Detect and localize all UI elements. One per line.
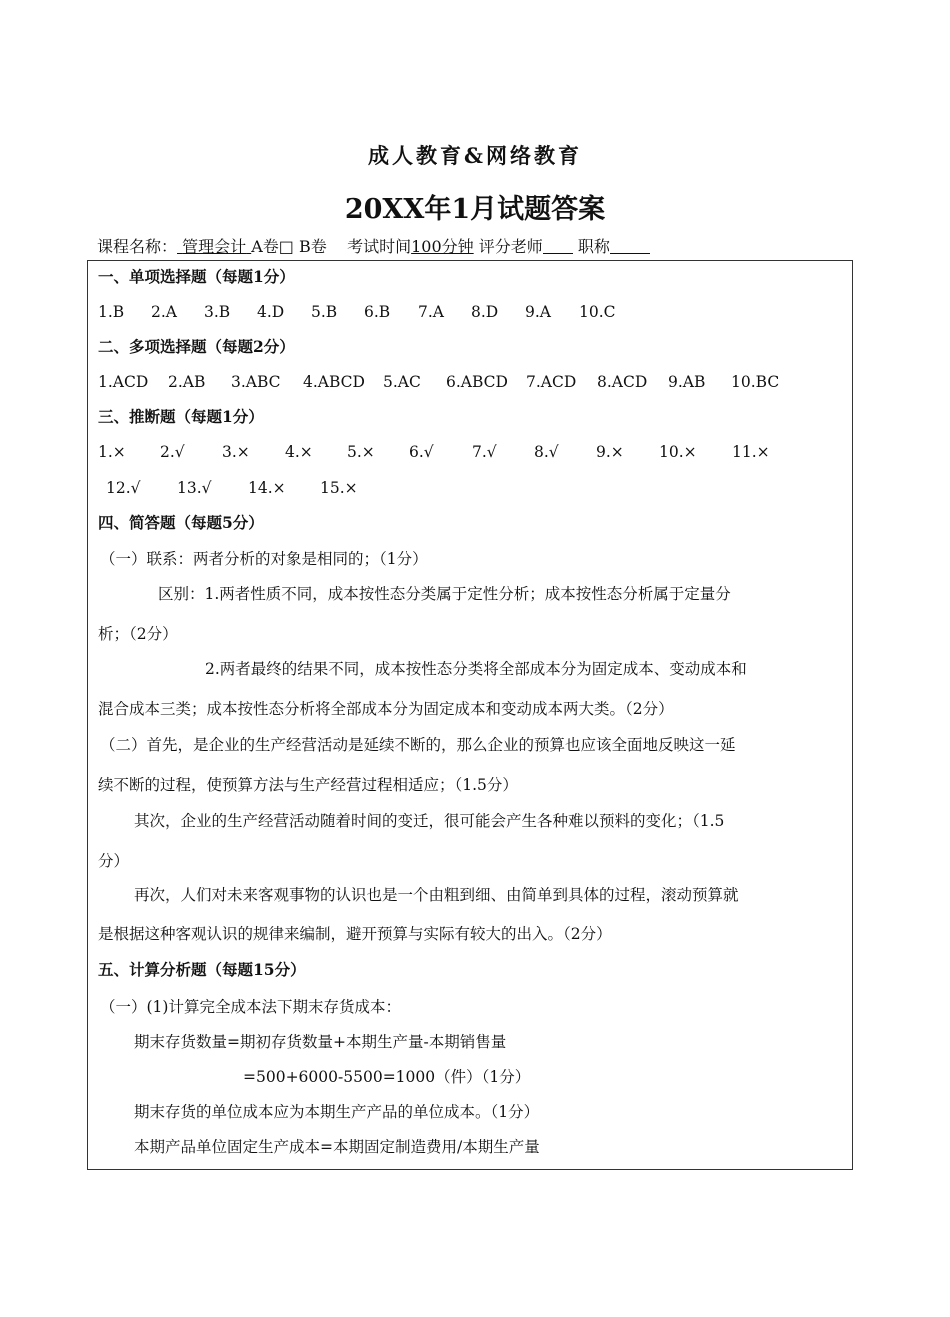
section-heading-single-choice: 一、单项选择题（每题1分） — [98, 267, 295, 286]
answer-item: 14.× — [248, 479, 286, 497]
grader-blank — [543, 238, 573, 254]
answer-item: 4.ABCD — [303, 373, 365, 391]
answer-item: 9.× — [596, 443, 624, 461]
section-heading-true-false: 三、推断题（每题1分） — [98, 407, 264, 426]
answer-item: 5.AC — [383, 373, 421, 391]
short-answer-line: 2.两者最终的结果不同，成本按性态分类将全部成本分为固定成本、变动成本和 — [205, 660, 747, 678]
short-answer-line: 区别：1.两者性质不同，成本按性态分类属于定性分析；成本按性态分析属于定量分 — [158, 585, 731, 603]
answer-item: 1.B — [98, 303, 125, 321]
answer-item: 1.ACD — [98, 373, 149, 391]
answer-item: 2.AB — [168, 373, 206, 391]
answer-item: 1.× — [98, 443, 126, 461]
exam-time-value: 100分钟 — [411, 237, 474, 256]
institution-name: 成人教育&网络教育 — [368, 143, 582, 168]
answer-item: 7.√ — [472, 443, 497, 461]
answer-item: 6.B — [364, 303, 391, 321]
answer-item: 9.AB — [668, 373, 706, 391]
calculation-line: 本期产品单位固定生产成本=本期固定制造费用/本期生产量 — [134, 1138, 540, 1156]
answer-item: 2.A — [151, 303, 177, 321]
short-answer-line: 是根据这种客观认识的规律来编制，避开预算与实际有较大的出入。（2分） — [98, 925, 612, 943]
answer-item: 8.ACD — [597, 373, 648, 391]
answer-item: 13.√ — [177, 479, 212, 497]
section-heading-calculation: 五、计算分析题（每题15分） — [98, 960, 306, 979]
answer-item: 5.B — [311, 303, 338, 321]
course-label: 课程名称： — [97, 237, 178, 256]
exam-time-label: 考试时间 — [347, 237, 412, 256]
answer-item: 6.√ — [409, 443, 434, 461]
rank-label: 职称 — [577, 237, 610, 256]
rank-blank — [610, 238, 650, 254]
answer-item: 7.ACD — [526, 373, 577, 391]
calculation-line: 期末存货数量=期初存货数量+本期生产量-本期销售量 — [134, 1033, 507, 1051]
answer-item: 4.× — [285, 443, 313, 461]
answer-item: 8.√ — [534, 443, 559, 461]
answer-item: 15.× — [320, 479, 358, 497]
answer-item: 8.D — [471, 303, 499, 321]
answer-item: 10.C — [579, 303, 616, 321]
short-answer-line: 再次，人们对未来客观事物的认识也是一个由粗到细、由简单到具体的过程，滚动预算就 — [134, 886, 739, 904]
answer-item: 2.√ — [160, 443, 185, 461]
answer-item: 3.B — [204, 303, 231, 321]
calculation-line: =500+6000-5500=1000（件）（1分） — [243, 1068, 531, 1086]
short-answer-line: 分） — [98, 852, 130, 870]
page-title: 20XX年1月试题答案 — [344, 194, 606, 225]
short-answer-line: 续不断的过程，使预算方法与生产经营过程相适应；（1.5分） — [98, 776, 518, 794]
short-answer-line: （一）联系：两者分析的对象是相同的；（1分） — [100, 550, 428, 568]
section-heading-multiple-choice: 二、多项选择题（每题2分） — [98, 337, 295, 356]
answer-item: 10.× — [659, 443, 697, 461]
calculation-line: （一）(1)计算完全成本法下期末存货成本： — [100, 998, 401, 1016]
answer-item: 4.D — [257, 303, 285, 321]
answer-box — [87, 260, 853, 1170]
short-answer-line: （二）首先，是企业的生产经营活动是延续不断的，那么企业的预算也应该全面地反映这一延 — [100, 736, 736, 754]
short-answer-line: 混合成本三类；成本按性态分析将全部成本分为固定成本和变动成本两大类。（2分） — [98, 700, 674, 718]
answer-item: 11.× — [732, 443, 770, 461]
answer-item: 5.× — [347, 443, 375, 461]
short-answer-line: 析；（2分） — [98, 625, 178, 643]
answer-item: 3.ABC — [231, 373, 281, 391]
answer-item: 6.ABCD — [446, 373, 508, 391]
answer-item: 3.× — [222, 443, 250, 461]
answer-item: 9.A — [525, 303, 551, 321]
course-name: 管理会计 — [182, 237, 247, 256]
answer-item: 7.A — [418, 303, 444, 321]
section-heading-short-answer: 四、简答题（每题5分） — [98, 513, 264, 532]
short-answer-line: 其次，企业的生产经营活动随着时间的变迁，很可能会产生各种难以预料的变化；（1.5 — [134, 812, 725, 830]
answer-item: 12.√ — [106, 479, 141, 497]
paper-type: A卷□ B卷 — [251, 237, 327, 256]
course-info-line — [97, 234, 650, 257]
grader-label: 评分老师 — [478, 237, 543, 256]
calculation-line: 期末存货的单位成本应为本期生产产品的单位成本。（1分） — [134, 1103, 540, 1121]
answer-item: 10.BC — [731, 373, 780, 391]
